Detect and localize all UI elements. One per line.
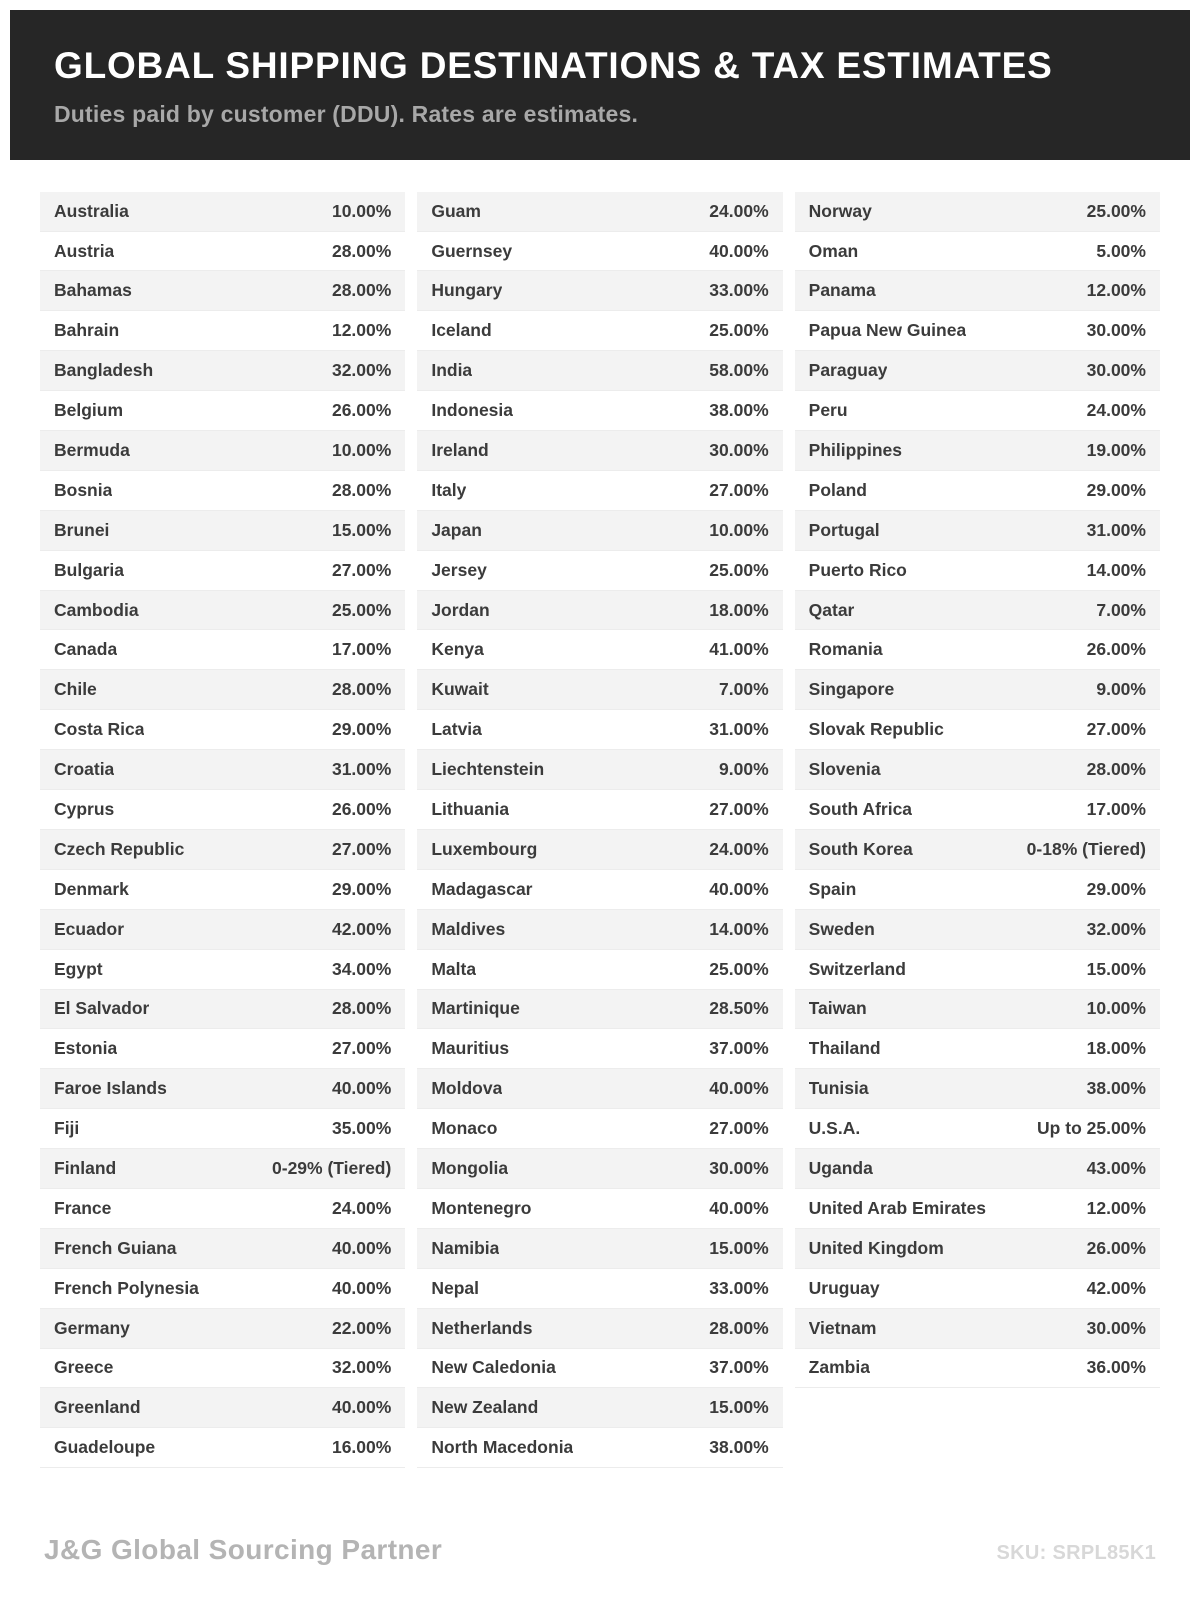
country-name: French Guiana [54, 1237, 177, 1258]
table-row [417, 1388, 782, 1428]
tax-rate: 29.00% [1086, 479, 1146, 500]
country-name: Finland [54, 1158, 117, 1178]
tax-rate: 28.00% [331, 998, 392, 1019]
brand-name: J&G Global Sourcing Partner [44, 1534, 443, 1565]
tax-rate: 5.00% [1096, 240, 1146, 261]
tax-rate: 38.00% [709, 400, 769, 421]
country-name: Romania [808, 639, 883, 660]
country-name: India [431, 360, 473, 381]
table-row [795, 1269, 1160, 1309]
table-row [40, 1069, 405, 1109]
country-name: Spain [808, 878, 857, 899]
table-row [417, 1189, 782, 1229]
table-row [40, 1029, 405, 1069]
table-row [795, 232, 1160, 272]
tax-rate: 24.00% [709, 200, 769, 221]
table-row [40, 750, 405, 790]
country-name: Thailand [808, 1038, 881, 1059]
tax-rate: 29.00% [331, 719, 392, 740]
table-row [417, 192, 782, 232]
tax-rate: 27.00% [709, 479, 769, 500]
tax-rate: 30.00% [709, 439, 769, 460]
country-name: Faroe Islands [54, 1078, 167, 1099]
tax-rate: 40.00% [331, 1237, 392, 1258]
table-row [795, 1109, 1160, 1149]
table-row [795, 431, 1160, 471]
country-name: South Africa [808, 798, 913, 819]
country-name: Slovenia [808, 759, 881, 780]
table-row [417, 311, 782, 351]
table-row [40, 1349, 405, 1389]
tax-rate: 18.00% [1086, 1038, 1146, 1059]
country-name: Poland [808, 479, 867, 500]
tax-rate: 16.00% [331, 1437, 392, 1458]
table-row [40, 1388, 405, 1428]
country-name: Uruguay [808, 1277, 880, 1298]
tax-rate: 10.00% [331, 200, 392, 221]
tax-rate: 12.00% [1086, 280, 1146, 301]
rate-column [40, 192, 405, 1469]
tax-rate: 25.00% [1086, 200, 1146, 221]
table-row [417, 670, 782, 710]
country-name: Namibia [431, 1237, 500, 1258]
tax-rate: 40.00% [331, 1277, 392, 1298]
table-row [40, 1229, 405, 1269]
country-name: Paraguay [808, 360, 888, 381]
tax-rate: 28.00% [709, 1317, 769, 1338]
tax-rate: 9.00% [1096, 679, 1146, 700]
table-row [795, 551, 1160, 591]
country-name: Maldives [431, 918, 506, 939]
table-row [417, 232, 782, 272]
table-row [417, 910, 782, 950]
country-name: Croatia [54, 759, 115, 780]
country-name: Switzerland [808, 958, 906, 979]
table-row [795, 1149, 1160, 1189]
country-name: Iceland [431, 320, 492, 341]
table-row [795, 710, 1160, 750]
country-name: Guernsey [431, 240, 513, 261]
tax-rate: 28.00% [331, 479, 392, 500]
table-row [795, 630, 1160, 670]
country-name: United Kingdom [808, 1237, 944, 1258]
tax-rate: 28.00% [331, 240, 392, 261]
country-name: Singapore [808, 679, 895, 700]
tax-rate: 34.00% [331, 958, 392, 979]
country-name: Bermuda [54, 439, 130, 460]
country-name: Sweden [808, 918, 875, 939]
table-row [40, 1428, 405, 1468]
table-row [40, 1309, 405, 1349]
country-name: Liechtenstein [431, 759, 545, 780]
table-row [795, 830, 1160, 870]
country-name: Bahamas [54, 280, 132, 301]
table-row [40, 311, 405, 351]
table-row [40, 471, 405, 511]
tax-rate: 15.00% [331, 519, 392, 540]
tax-rate: 10.00% [331, 439, 392, 460]
table-row [795, 271, 1160, 311]
country-name: Uganda [808, 1158, 873, 1178]
tax-rate: 30.00% [1086, 320, 1146, 341]
table-row [417, 1149, 782, 1189]
table-row [40, 511, 405, 551]
country-name: Papua New Guinea [808, 320, 967, 341]
tax-rate: 25.00% [709, 958, 769, 979]
country-name: Philippines [808, 439, 903, 460]
table-row [417, 1229, 782, 1269]
table-row [417, 1349, 782, 1389]
table-row [417, 630, 782, 670]
country-name: Belgium [54, 400, 124, 421]
country-name: Cyprus [54, 798, 115, 819]
tax-rate: 18.00% [709, 599, 769, 620]
country-name: Luxembourg [431, 838, 538, 859]
country-name: French Polynesia [54, 1277, 199, 1298]
tax-rate: 40.00% [709, 1197, 769, 1218]
sku-label: SKU: SRPL85K1 [996, 1542, 1156, 1564]
tax-rate: 40.00% [331, 1078, 392, 1099]
table-row [40, 1269, 405, 1309]
country-name: South Korea [808, 838, 913, 859]
table-row [417, 591, 782, 631]
tax-rate: 24.00% [1086, 400, 1146, 421]
tax-rate: 43.00% [1086, 1158, 1146, 1178]
tax-rate: 12.00% [1086, 1197, 1146, 1218]
country-name: Malta [431, 958, 477, 979]
country-name: El Salvador [54, 998, 150, 1019]
country-name: Lithuania [431, 798, 510, 819]
country-name: Greece [54, 1357, 114, 1378]
tax-rate: 10.00% [1086, 998, 1146, 1019]
country-name: Jordan [431, 599, 490, 620]
table-row [40, 271, 405, 311]
page-title: GLOBAL SHIPPING DESTINATIONS & TAX ESTIMATES [54, 45, 1053, 86]
tax-rate: 26.00% [1086, 639, 1146, 660]
tax-rate: 30.00% [709, 1158, 769, 1178]
table-row [417, 391, 782, 431]
tax-rate: 38.00% [1086, 1078, 1146, 1099]
table-row [40, 830, 405, 870]
table-row [40, 990, 405, 1030]
country-name: Costa Rica [54, 719, 145, 740]
page-header [10, 10, 1190, 160]
table-row [795, 511, 1160, 551]
country-name: Canada [54, 639, 118, 660]
tax-rate: 0-29% (Tiered) [272, 1158, 392, 1178]
country-name: Bangladesh [54, 360, 154, 381]
country-name: France [54, 1197, 112, 1218]
country-name: Fiji [54, 1118, 80, 1139]
tax-rate: 10.00% [709, 519, 769, 540]
table-row [795, 950, 1160, 990]
tax-rate: 28.50% [709, 998, 769, 1019]
country-name: Peru [808, 400, 848, 421]
country-name: Jersey [431, 559, 487, 580]
table-row [417, 750, 782, 790]
table-row [40, 232, 405, 272]
table-row [417, 271, 782, 311]
table-row [417, 1029, 782, 1069]
tax-rate: 26.00% [1086, 1237, 1146, 1258]
country-name: Estonia [54, 1038, 118, 1059]
tax-rate: 41.00% [709, 639, 769, 660]
tax-rate: 33.00% [709, 1277, 769, 1298]
table-row [40, 1149, 405, 1189]
tax-rate: 0-18% (Tiered) [1026, 838, 1146, 859]
tax-rate: 25.00% [709, 320, 769, 341]
table-row [417, 431, 782, 471]
tax-rate: 30.00% [1086, 360, 1146, 381]
tax-rate: 17.00% [1086, 798, 1146, 819]
country-name: Austria [54, 240, 115, 261]
tax-rate: 31.00% [709, 719, 769, 740]
table-row [795, 311, 1160, 351]
country-name: Norway [808, 200, 872, 221]
table-row [795, 192, 1160, 232]
country-name: Slovak Republic [808, 719, 944, 740]
tax-rate: 31.00% [331, 759, 392, 780]
tax-rate: 27.00% [1086, 719, 1146, 740]
country-name: Japan [431, 519, 482, 540]
table-row [795, 910, 1160, 950]
tax-rate: 15.00% [1086, 958, 1146, 979]
tax-rate: 27.00% [331, 838, 392, 859]
country-name: Bulgaria [54, 559, 125, 580]
country-name: Denmark [54, 878, 129, 899]
table-row [40, 870, 405, 910]
country-name: Germany [54, 1317, 130, 1338]
country-name: Zambia [808, 1357, 870, 1378]
table-row [417, 551, 782, 591]
table-row [795, 391, 1160, 431]
country-name: Italy [431, 479, 467, 500]
tax-rate: 17.00% [331, 639, 392, 660]
country-name: Ireland [431, 439, 489, 460]
country-name: Chile [54, 679, 97, 700]
country-name: Czech Republic [54, 838, 185, 859]
country-name: Mauritius [431, 1038, 510, 1059]
country-name: Puerto Rico [808, 559, 907, 580]
rate-column [795, 192, 1160, 1389]
tax-rate: 40.00% [709, 1078, 769, 1099]
country-name: Portugal [808, 519, 880, 540]
table-row [795, 1029, 1160, 1069]
table-row [417, 1109, 782, 1149]
country-name: Mongolia [431, 1158, 509, 1178]
tax-rate: 9.00% [719, 759, 769, 780]
country-name: Madagascar [431, 878, 533, 899]
country-name: Netherlands [431, 1317, 533, 1338]
tax-rate: 40.00% [331, 1397, 392, 1418]
tax-rate: 25.00% [331, 599, 392, 620]
country-name: Martinique [431, 998, 520, 1019]
table-row [795, 1069, 1160, 1109]
country-name: Kenya [431, 639, 484, 660]
country-name: United Arab Emirates [808, 1197, 986, 1218]
table-row [795, 351, 1160, 391]
table-row [795, 750, 1160, 790]
table-row [40, 431, 405, 471]
table-row [417, 351, 782, 391]
table-row [795, 1309, 1160, 1349]
table-row [40, 351, 405, 391]
country-name: Panama [808, 280, 876, 301]
tax-rate: 7.00% [1096, 599, 1146, 620]
tax-rate: 40.00% [709, 240, 769, 261]
table-row [40, 192, 405, 232]
table-row [40, 591, 405, 631]
tax-rate: 26.00% [331, 798, 392, 819]
country-name: New Zealand [431, 1397, 539, 1418]
country-name: Greenland [54, 1397, 141, 1418]
table-row [417, 471, 782, 511]
table-row [40, 630, 405, 670]
country-name: New Caledonia [431, 1357, 556, 1378]
country-name: Kuwait [431, 679, 489, 700]
tax-rate: 15.00% [709, 1397, 769, 1418]
tax-rate: 37.00% [709, 1357, 769, 1378]
table-row [795, 591, 1160, 631]
country-name: Cambodia [54, 599, 139, 620]
table-row [417, 1269, 782, 1309]
country-name: Bahrain [54, 320, 120, 341]
tax-rate: 28.00% [331, 679, 392, 700]
tax-rate: 42.00% [331, 918, 392, 939]
tax-rate: 27.00% [709, 1118, 769, 1139]
tax-rate: 28.00% [331, 280, 392, 301]
table-row [40, 790, 405, 830]
country-name: Nepal [431, 1277, 479, 1298]
table-row [795, 1229, 1160, 1269]
table-row [40, 670, 405, 710]
table-row [40, 950, 405, 990]
rates-table [0, 192, 1200, 1469]
table-row [40, 551, 405, 591]
tax-rate: 25.00% [709, 559, 769, 580]
tax-rate: Up to 25.00% [1037, 1118, 1146, 1139]
rate-column [417, 192, 782, 1469]
tax-rate: 27.00% [709, 798, 769, 819]
table-row [417, 830, 782, 870]
page-footer [44, 1534, 1156, 1566]
tax-rate: 19.00% [1086, 439, 1146, 460]
tax-rate: 33.00% [709, 280, 769, 301]
tax-rate: 14.00% [709, 918, 769, 939]
country-name: Oman [808, 240, 859, 261]
table-row [40, 1109, 405, 1149]
table-row [795, 990, 1160, 1030]
table-row [417, 790, 782, 830]
table-row [795, 1189, 1160, 1229]
tax-rate: 12.00% [331, 320, 392, 341]
country-name: Monaco [431, 1118, 498, 1139]
country-name: Guadeloupe [54, 1437, 156, 1458]
table-row [417, 1428, 782, 1468]
tax-rate: 15.00% [709, 1237, 769, 1258]
table-row [40, 1189, 405, 1229]
tax-rate: 36.00% [1086, 1357, 1146, 1378]
country-name: Vietnam [808, 1317, 877, 1338]
tax-rate: 40.00% [709, 878, 769, 899]
page-subtitle: Duties paid by customer (DDU). Rates are estimates. [54, 100, 639, 127]
country-name: Australia [54, 200, 129, 221]
tax-rate: 32.00% [1086, 918, 1146, 939]
table-row [417, 1069, 782, 1109]
country-name: Taiwan [808, 998, 867, 1019]
tax-rate: 58.00% [709, 360, 769, 381]
table-row [795, 790, 1160, 830]
table-row [417, 511, 782, 551]
tax-rate: 37.00% [709, 1038, 769, 1059]
country-name: North Macedonia [431, 1437, 574, 1458]
table-row [795, 670, 1160, 710]
country-name: Egypt [54, 958, 103, 979]
tax-rate: 38.00% [709, 1437, 769, 1458]
country-name: U.S.A. [808, 1118, 861, 1139]
table-row [417, 870, 782, 910]
country-name: Ecuador [54, 918, 125, 939]
table-row [417, 1309, 782, 1349]
tax-rate: 27.00% [331, 1038, 392, 1059]
tax-rate: 32.00% [331, 1357, 392, 1378]
tax-rate: 24.00% [331, 1197, 392, 1218]
tax-rate: 32.00% [331, 360, 392, 381]
tax-rate: 29.00% [331, 878, 392, 899]
country-name: Montenegro [431, 1197, 532, 1218]
country-name: Latvia [431, 719, 482, 740]
table-row [417, 990, 782, 1030]
tax-rate: 29.00% [1086, 878, 1146, 899]
table-row [795, 870, 1160, 910]
tax-rate: 24.00% [709, 838, 769, 859]
country-name: Guam [431, 200, 481, 221]
country-name: Hungary [431, 280, 503, 301]
table-row [795, 1349, 1160, 1389]
tax-rate: 42.00% [1086, 1277, 1146, 1298]
table-row [40, 391, 405, 431]
tax-rate: 22.00% [331, 1317, 392, 1338]
tax-rate: 27.00% [331, 559, 392, 580]
country-name: Qatar [808, 599, 855, 620]
table-row [40, 710, 405, 750]
tax-rate: 35.00% [331, 1118, 392, 1139]
tax-rate: 31.00% [1086, 519, 1146, 540]
tax-rate: 28.00% [1086, 759, 1146, 780]
table-row [40, 910, 405, 950]
tax-rate: 14.00% [1086, 559, 1146, 580]
table-row [417, 950, 782, 990]
table-row [417, 710, 782, 750]
country-name: Moldova [431, 1078, 503, 1099]
tax-rate: 30.00% [1086, 1317, 1146, 1338]
country-name: Indonesia [431, 400, 514, 421]
country-name: Brunei [54, 519, 110, 540]
tax-rate: 7.00% [719, 679, 769, 700]
country-name: Tunisia [808, 1078, 869, 1099]
tax-rate: 26.00% [331, 400, 392, 421]
country-name: Bosnia [54, 479, 113, 500]
table-row [795, 471, 1160, 511]
